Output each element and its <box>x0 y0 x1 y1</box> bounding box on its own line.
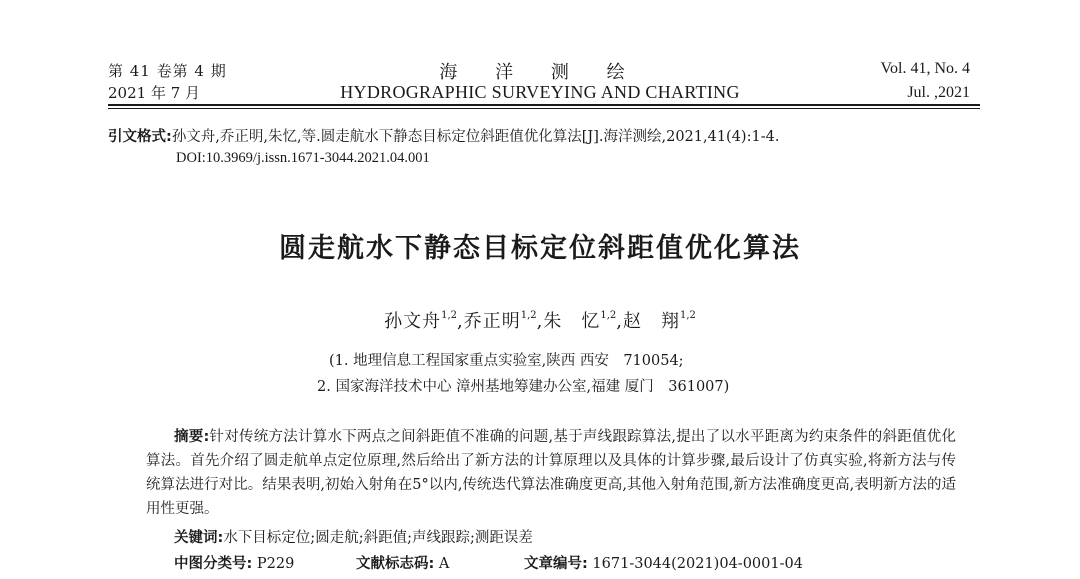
date-en: Jul. ,2021 <box>907 84 970 101</box>
author: 乔正明$^{1,2}$ <box>463 310 537 332</box>
clc-number <box>174 552 294 573</box>
header-rule-thin <box>108 108 980 109</box>
keywords-label: 关键词: <box>174 530 224 546</box>
doi[interactable]: DOI:10.3969/j.issn.1671-3044.2021.04.001 <box>176 150 430 166</box>
author: 朱 忆$^{1,2}$ <box>543 310 617 332</box>
abstract-text: 针对传统方法计算水下两点之间斜距值不准确的问题,基于声线跟踪算法,提出了以水平距离为约束条件的斜距值优化算法。首先介绍了圆走航单点定位原理,然后给出了新方法的计算原理以及具体的计算步骤,最后设计了仿真实验,将新方法与传统算法进行对比。结果表明,初始入射角在5°以内,传统迭代算法准确度更高,其他入射角范围,新方法准确度更高,表明新方法的适用性更强。 <box>146 429 956 517</box>
keywords <box>174 526 533 547</box>
author-list: 孙文舟$^{1,2}$,乔正明$^{1,2}$,朱 忆$^{1,2}$,赵 翔$^{1,2}$ <box>384 310 696 332</box>
author: 赵 翔$^{1,2}$ <box>623 310 696 332</box>
article-no-label: 文章编号: <box>524 556 588 572</box>
author: 孙文舟$^{1,2}$ <box>384 310 457 332</box>
volume-issue-cn: 第 41 卷第 4 期 <box>108 62 227 80</box>
article-no-value: 1671-3044(2021)04-0001-04 <box>592 556 803 572</box>
doc-code-value: A <box>438 556 450 572</box>
doc-code-label: 文献标志码: <box>356 556 435 572</box>
abstract-label: 摘要: <box>174 429 210 445</box>
article-number <box>524 552 803 573</box>
paper-title: 圆走航水下静态目标定位斜距值优化算法 <box>279 233 801 264</box>
citation-line <box>108 125 779 146</box>
affiliation-2: 2. 国家海洋技术中心 漳州基地筹建办公室,福建 厦门 361007) <box>317 379 730 395</box>
citation-label: 引文格式: <box>108 129 172 145</box>
clc-label: 中图分类号: <box>174 556 253 572</box>
affiliation-1: (1. 地理信息工程国家重点实验室,陕西 西安 710054; <box>329 353 684 369</box>
date-cn: 2021 年 7 月 <box>108 84 201 102</box>
header-rule-thick <box>108 104 980 106</box>
abstract <box>146 425 956 521</box>
clc-value: P229 <box>256 556 295 572</box>
keywords-text: 水下目标定位;圆走航;斜距值;声线跟踪;测距误差 <box>223 530 533 546</box>
document-code <box>356 552 449 573</box>
volume-issue-en: Vol. 41, No. 4 <box>880 60 970 77</box>
citation-text: 孙文舟,乔正明,朱忆,等.圆走航水下静态目标定位斜距值优化算法[J].海洋测绘,2021,41(4):1-4. <box>171 129 780 145</box>
journal-name-en: HYDROGRAPHIC SURVEYING AND CHARTING <box>340 82 740 102</box>
journal-name-cn: 海 洋 测 绘 <box>439 62 641 83</box>
